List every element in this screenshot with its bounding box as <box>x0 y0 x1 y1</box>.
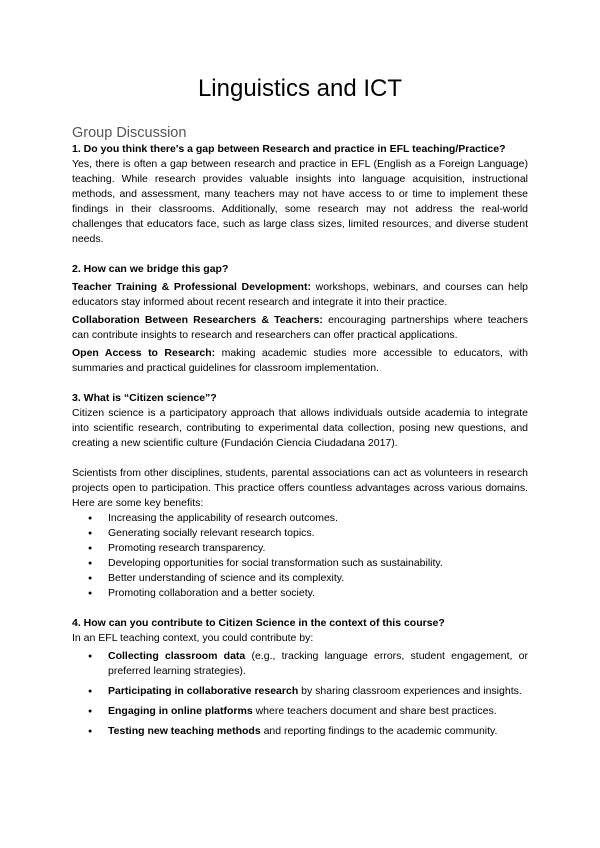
contribution-intro: In an EFL teaching context, you could contribute by: <box>72 632 314 644</box>
question-3: 3. What is “Citizen science”? <box>72 392 217 404</box>
document-title: Linguistics and ICT <box>197 75 403 102</box>
contribution-text: by sharing classroom experiences and insights. <box>298 685 522 697</box>
bridge-item-label: Collaboration Between Researchers & Teachers: <box>72 314 323 326</box>
bridge-item-label: Teacher Training & Professional Development: <box>72 281 311 293</box>
list-item: ● Increasing the applicability of research outcomes. <box>72 511 528 526</box>
bridge-item-text: workshops, webinars, and courses can help educators stay informed about recent research and integrate it into their practice. <box>72 281 528 308</box>
contribution-text: and reporting findings to the academic community. <box>260 725 498 737</box>
contribution-text: (e.g., tracking language errors, student engagement, or preferred learning strategies). <box>108 650 528 677</box>
contribution-text: where teachers document and share best practices. <box>252 705 497 717</box>
contribution-label: Testing new teaching methods <box>108 725 261 737</box>
list-item <box>72 724 528 739</box>
question-1: 1. Do you think there's a gap between Research and practice in EFL teaching/Practice? <box>72 143 506 155</box>
contribution-label: Collecting classroom data <box>108 650 246 662</box>
list-item: ● Developing opportunities for social transformation such as sustainability. <box>72 556 528 571</box>
bridge-item-text: making academic studies more accessible to educators, with summaries and practical guidelines for classroom implementation. <box>72 347 528 374</box>
list-item: ● Promoting research transparency. <box>72 541 528 556</box>
bridge-item <box>72 346 528 376</box>
bridge-item <box>72 313 528 343</box>
document-subtitle: Group Discussion <box>72 125 187 141</box>
list-item <box>72 704 528 719</box>
list-item: ● Generating socially relevant research topics. <box>72 526 528 541</box>
question-4: 4. How can you contribute to Citizen Science in the context of this course? <box>72 617 445 629</box>
question-2: 2. How can we bridge this gap? <box>72 263 229 275</box>
citizen-science-definition: Citizen science is a participatory approach that allows individuals outside academia to integrate into scientific research, contributing to experimental data collection, posing new questions, and creating a new scientific culture (Fundación Ciencia Ciudadana 2017). <box>72 407 528 449</box>
bridge-item-text: encouraging partnerships where teachers can contribute insights to research and researchers can offer practical applications. <box>72 314 528 341</box>
list-item: ● Better understanding of science and its complexity. <box>72 571 528 586</box>
list-item <box>72 684 528 699</box>
citizen-science-participants: Scientists from other disciplines, students, parental associations can act as volunteers in research projects open to participation. This practice offers countless advantages across various domains. Here are some key benefits: <box>72 467 528 509</box>
answer-1: Yes, there is often a gap between research and practice in EFL (English as a Foreign Language) teaching. While research provides valuable insights into language acquisition, instructional methods, and assessment, many teachers may not have access to or time to implement these findings in their classrooms. Additionally, some research may not address the real-world challenges that educators face, such as large class sizes, limited resources, and diverse student needs. <box>72 158 528 245</box>
bridge-item-label: Open Access to Research: <box>72 347 216 359</box>
benefits-list <box>72 511 528 601</box>
contribution-list <box>72 649 528 739</box>
list-item <box>72 649 528 679</box>
list-item: ● Promoting collaboration and a better society. <box>72 586 528 601</box>
contribution-label: Engaging in online platforms <box>108 705 253 717</box>
contribution-label: Participating in collaborative research <box>108 685 299 697</box>
bridge-item <box>72 280 528 310</box>
